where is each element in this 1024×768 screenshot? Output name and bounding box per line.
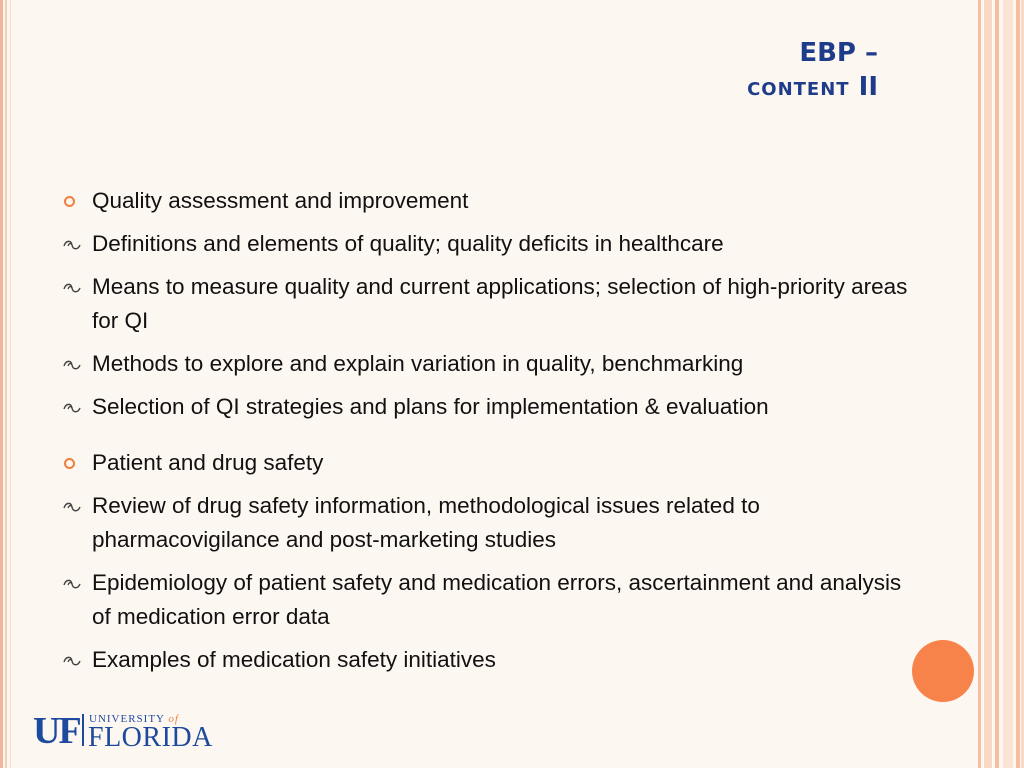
list-item [62, 566, 912, 634]
left-border-stripe [5, 0, 7, 768]
swirl-bullet-icon [62, 390, 84, 424]
list-item-text: Examples of medication safety initiatives [92, 647, 496, 672]
left-border-stripe [0, 0, 3, 768]
decorative-orange-circle [912, 640, 974, 702]
swirl-bullet-icon [62, 489, 84, 523]
list-item-text: Epidemiology of patient safety and medication errors, ascertainment and analysis of medication error data [92, 570, 902, 629]
slide-title [747, 36, 878, 107]
section-heading-text: Patient and drug safety [92, 450, 324, 475]
logo-university-text: UNIVERSITY [89, 713, 165, 725]
swirl-bullet-icon [62, 347, 84, 381]
title-line-2 [747, 70, 878, 107]
circle-bullet-icon [64, 458, 75, 469]
section-heading [62, 184, 912, 218]
right-decor-stripe [1003, 0, 1013, 768]
right-decor-stripe [984, 0, 992, 768]
logo-uf-mark: UF [33, 710, 80, 752]
title-line-1: EBP – [799, 38, 878, 68]
logo-divider [82, 714, 84, 746]
list-item [62, 390, 912, 424]
right-decor-stripe [995, 0, 999, 768]
swirl-bullet-icon [62, 643, 84, 677]
right-decor-stripe [1016, 0, 1020, 768]
list-item-text: Means to measure quality and current applications; selection of high-priority areas for QI [92, 274, 908, 333]
list-item-text: Selection of QI strategies and plans for implementation & evaluation [92, 394, 769, 419]
swirl-bullet-icon [62, 227, 84, 261]
list-item [62, 270, 912, 338]
title-numeral: II [858, 72, 878, 102]
list-item-text: Review of drug safety information, methodological issues related to pharmacovigilance and post-marketing studies [92, 493, 760, 552]
list-item-text: Definitions and elements of quality; quality deficits in healthcare [92, 231, 724, 256]
logo-of-text: of [168, 713, 179, 725]
section-heading-text: Quality assessment and improvement [92, 188, 469, 213]
left-border-stripe [10, 0, 11, 768]
list-item [62, 227, 912, 261]
swirl-bullet-icon [62, 270, 84, 304]
list-item [62, 489, 912, 557]
swirl-bullet-icon [62, 566, 84, 600]
list-item [62, 347, 912, 381]
circle-bullet-icon [64, 196, 75, 207]
title-smallcaps: CONTENT [747, 79, 850, 100]
bullet-content [62, 184, 912, 686]
list-item-text: Methods to explore and explain variation in quality, benchmarking [92, 351, 744, 376]
right-decor-stripe [978, 0, 981, 768]
section-heading [62, 446, 912, 480]
list-item [62, 643, 912, 677]
logo-florida-text: FLORIDA [88, 722, 213, 753]
